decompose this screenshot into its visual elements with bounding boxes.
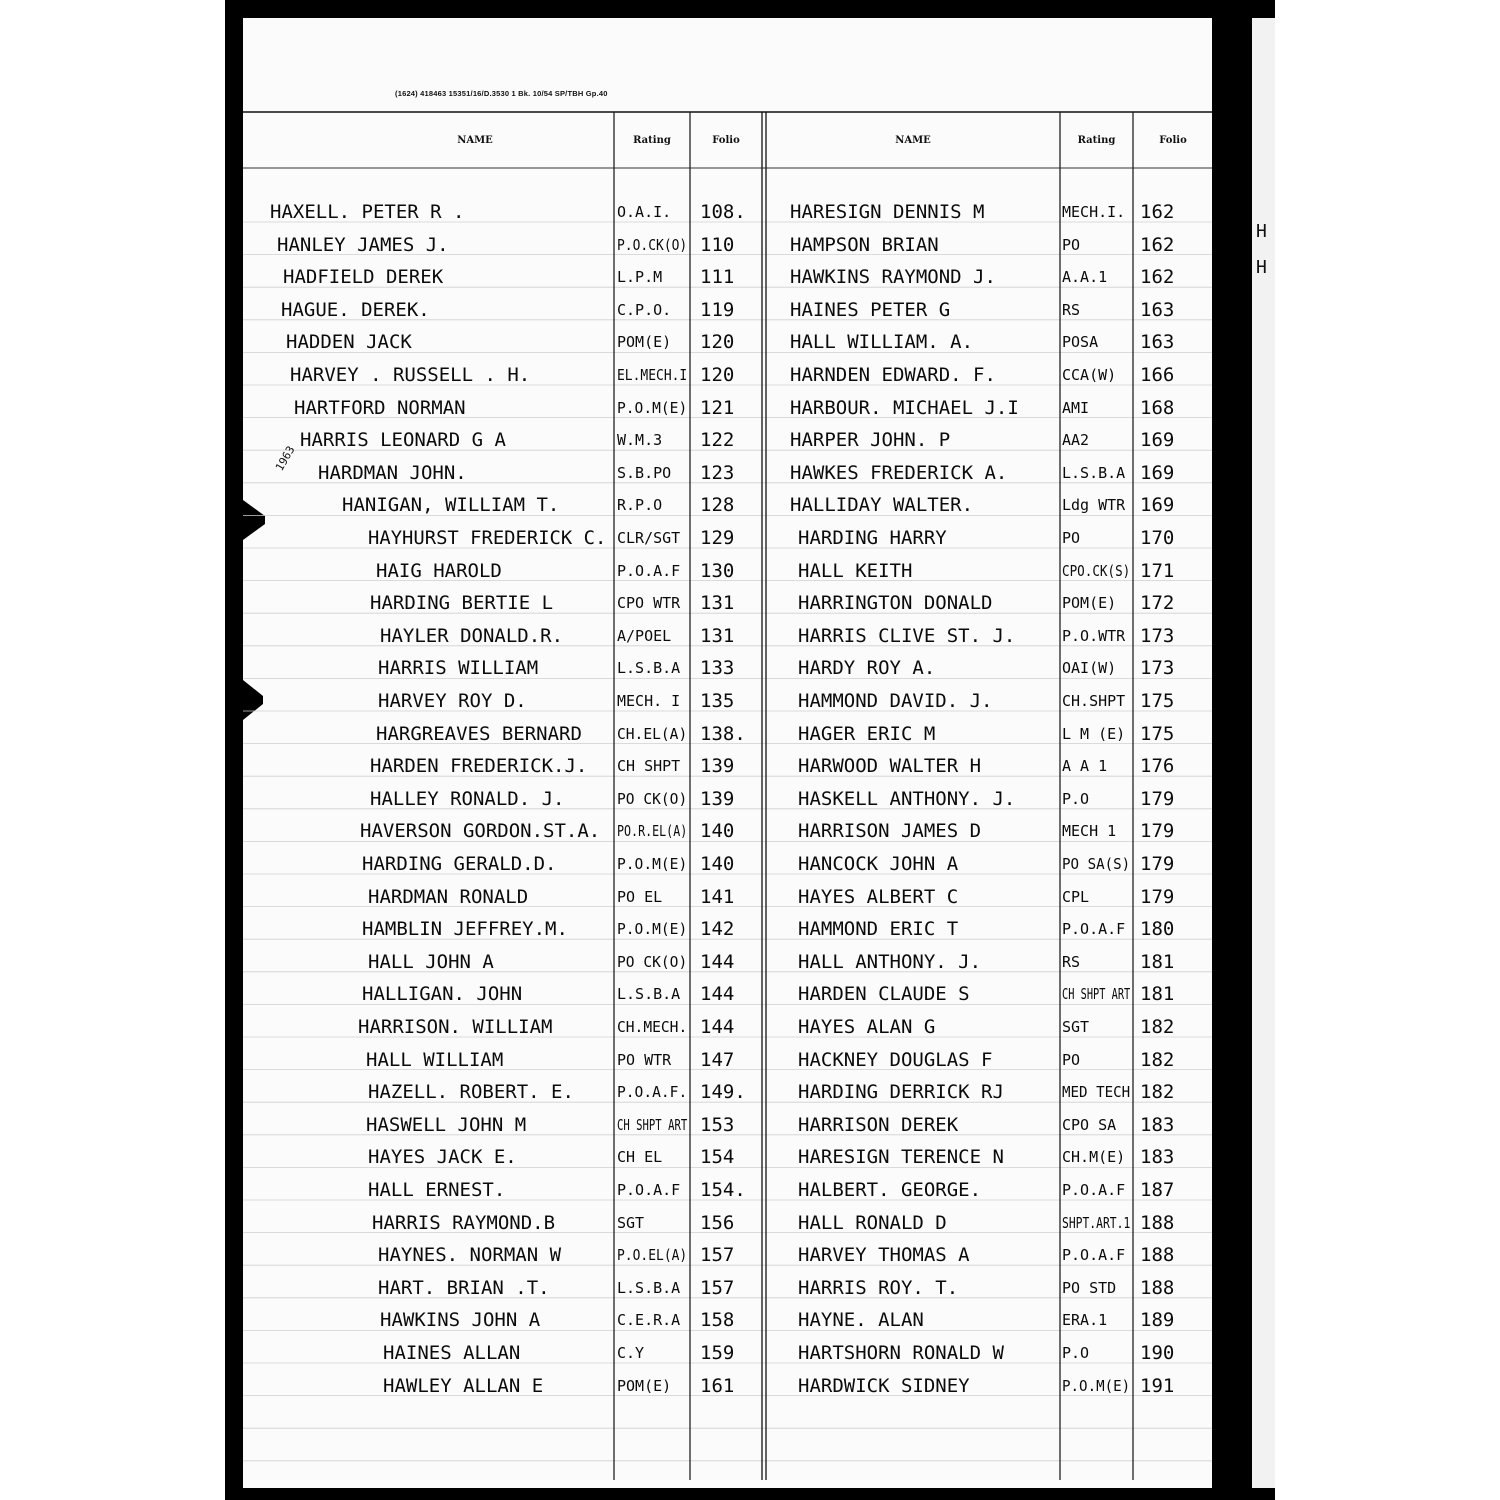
entry-name: HALL ANTHONY. J.	[798, 950, 982, 973]
entry-name: HAIG HAROLD	[376, 559, 502, 582]
entry-folio: 169	[1140, 494, 1175, 517]
entry-rating: EL.MECH.I	[617, 366, 688, 384]
entry-name: HANCOCK JOHN A	[798, 853, 959, 875]
entry-folio: 122	[700, 429, 735, 452]
entry-rating: MECH 1	[1062, 822, 1117, 841]
entry-name: HARRISON DEREK	[798, 1113, 959, 1136]
entry-name: HALL KEITH	[798, 559, 913, 582]
entry-rating: P.O.EL(A)	[617, 1246, 688, 1265]
entry-name: HAYES ALAN G	[798, 1016, 936, 1038]
entry-folio: 183	[1140, 1113, 1175, 1136]
entry-rating: Ldg WTR	[1062, 496, 1126, 515]
entry-folio: 188	[1140, 1244, 1175, 1267]
entry-name: HALLEY RONALD. J.	[370, 787, 565, 810]
entry-name: HARGREAVES BERNARD	[376, 722, 582, 745]
entry-rating: C.E.R.A	[617, 1311, 681, 1330]
entry-folio: 140	[700, 853, 735, 875]
entry-folio: 144	[700, 950, 735, 973]
entry-rating: L.S.B.A	[617, 659, 681, 678]
entry-rating: A.A.1	[1062, 268, 1108, 287]
entry-rating: CH SHPT	[617, 757, 681, 776]
entry-name: HAMMOND DAVID. J.	[798, 690, 993, 712]
entry-folio: 172	[1140, 592, 1175, 615]
entry-name: HARTFORD NORMAN	[294, 396, 466, 419]
entry-rating: L.S.B.A	[617, 1278, 681, 1297]
entry-folio: 135	[700, 690, 735, 712]
entry-folio: 187	[1140, 1179, 1175, 1201]
entry-rating: C.Y	[617, 1344, 645, 1362]
entry-folio: 182	[1140, 1048, 1175, 1071]
entry-name: HALL ERNEST.	[368, 1179, 506, 1201]
entry-folio: 163	[1140, 331, 1175, 354]
entry-rating: PO SA(S)	[1062, 855, 1131, 873]
entry-name: HARRIS WILLIAM	[378, 657, 539, 680]
entry-folio: 181	[1140, 983, 1175, 1006]
entry-rating: P.O	[1062, 789, 1090, 808]
entry-rating: P.O.A.F	[1062, 1246, 1126, 1265]
entry-folio: 170	[1140, 527, 1175, 549]
entry-folio: 175	[1140, 722, 1175, 745]
entry-folio: 130	[700, 559, 735, 582]
entry-name: HALL WILLIAM	[366, 1048, 504, 1071]
entry-folio: 162	[1140, 266, 1175, 289]
entry-name: HARTSHORN RONALD W	[798, 1342, 1004, 1364]
entry-folio: 173	[1140, 657, 1175, 680]
entry-folio: 173	[1140, 624, 1175, 647]
entry-rating: P.O.WTR	[1062, 626, 1126, 645]
name-column-header: NAME	[457, 135, 493, 146]
entry-folio: 131	[700, 592, 735, 615]
entry-rating: CPO SA	[1062, 1115, 1117, 1134]
entry-rating: SHPT.ART.1	[1062, 1213, 1131, 1232]
entry-name: HAINES ALLAN	[383, 1342, 521, 1364]
entry-rating: CH.MECH.	[617, 1018, 688, 1036]
entry-rating: W.M.3	[617, 431, 663, 450]
entry-rating: CPO.CK(S)	[1062, 561, 1131, 580]
entry-folio: 156	[700, 1211, 735, 1234]
entry-rating: MECH. I	[617, 692, 681, 710]
entry-folio: 189	[1140, 1309, 1175, 1332]
entry-rating: PO CK(O)	[617, 952, 688, 971]
entry-folio: 179	[1140, 853, 1175, 875]
entry-folio: 190	[1140, 1342, 1175, 1364]
entry-folio: 158	[700, 1309, 735, 1332]
name-column-header: NAME	[895, 135, 931, 146]
entry-folio: 123	[700, 461, 735, 484]
entry-name: HAMMOND ERIC T	[798, 918, 959, 941]
next-page-letters: H H	[1256, 221, 1267, 278]
entry-folio: 182	[1140, 1016, 1175, 1038]
entry-folio: 176	[1140, 755, 1175, 778]
folio-column-header: Folio	[1159, 135, 1187, 146]
entry-folio: 128	[700, 494, 735, 517]
entry-name: HARRIS CLIVE ST. J.	[798, 624, 1016, 647]
entry-folio: 161	[700, 1374, 735, 1397]
entry-folio: 162	[1140, 201, 1175, 223]
entry-rating: POSA	[1062, 333, 1099, 352]
entry-rating: L.S.B.A	[1062, 463, 1126, 482]
entry-name: HARDING HARRY	[798, 527, 947, 549]
entry-folio: 144	[700, 1016, 735, 1038]
entry-name: HAVERSON GORDON.ST.A.	[360, 820, 601, 843]
entry-folio: 119	[700, 298, 735, 321]
entry-name: HARPER JOHN. P	[790, 429, 951, 452]
entry-folio: 138.	[700, 722, 746, 745]
entry-name: HALL WILLIAM. A.	[790, 331, 974, 354]
entry-name: HALLIDAY WALTER.	[790, 494, 974, 517]
entry-rating: ERA.1	[1062, 1311, 1108, 1330]
entry-rating: CH SHPT ART	[1062, 985, 1131, 1004]
entry-rating: PO STD	[1062, 1278, 1117, 1297]
entry-rating: SGT	[617, 1213, 645, 1232]
entry-rating: MED TECH	[1062, 1083, 1131, 1102]
entry-folio: 179	[1140, 820, 1175, 843]
entry-folio: 120	[700, 331, 735, 354]
form-reference: (1624) 418463 15351/16/D.3530 1 Bk. 10/54 SP/TBH Gp.40	[395, 89, 608, 98]
entry-rating: P.O.M(E)	[617, 398, 688, 417]
entry-rating: P.O.CK(O)	[617, 235, 688, 254]
entry-name: HARVEY . RUSSELL . H.	[290, 364, 531, 386]
entry-folio: 154.	[700, 1179, 746, 1201]
entry-name: HARDEN CLAUDE S	[798, 983, 970, 1006]
entry-name: HARDEN FREDERICK.J.	[370, 755, 588, 778]
entry-name: HAYNE. ALAN	[798, 1309, 924, 1332]
entry-name: HAWKES FREDERICK A.	[790, 461, 1008, 484]
entry-name: HAWKINS RAYMOND J.	[790, 266, 996, 289]
entry-name: HART. BRIAN .T.	[378, 1276, 550, 1299]
entry-folio: 111	[700, 266, 735, 289]
entry-name: HAXELL. PETER R .	[270, 201, 465, 223]
entry-name: HALL RONALD D	[798, 1211, 947, 1234]
entry-folio: 110	[700, 233, 735, 256]
entry-folio: 147	[700, 1048, 735, 1071]
entry-name: HACKNEY DOUGLAS F	[798, 1048, 993, 1071]
entry-rating: CPO WTR	[617, 594, 681, 613]
entry-rating: PO	[1062, 529, 1081, 547]
entry-folio: 131	[700, 624, 735, 647]
entry-name: HANLEY JAMES J.	[277, 233, 449, 256]
entry-rating: PO	[1062, 235, 1081, 254]
entry-folio: 157	[700, 1276, 735, 1299]
entry-name: HAYHURST FREDERICK C.	[368, 527, 607, 549]
entry-rating: SGT	[1062, 1018, 1090, 1036]
entry-rating: P.O.A.F	[1062, 1181, 1126, 1199]
rating-column-header: Rating	[633, 135, 671, 146]
entry-name: HAINES PETER G	[790, 298, 951, 321]
entry-folio: 175	[1140, 690, 1175, 712]
entry-rating: OAI(W)	[1062, 659, 1117, 678]
entry-rating: A/POEL	[617, 626, 672, 645]
entry-name: HARDING GERALD.D.	[362, 853, 557, 875]
entry-name: HARNDEN EDWARD. F.	[790, 364, 996, 386]
entry-folio: 121	[700, 396, 735, 419]
entry-rating: CH EL	[617, 1148, 663, 1167]
entry-rating: L.P.M	[617, 268, 663, 287]
entry-folio: 169	[1140, 461, 1175, 484]
entry-folio: 149.	[700, 1081, 746, 1104]
entry-rating: AMI	[1062, 398, 1090, 417]
entry-folio: 153	[700, 1113, 735, 1136]
entry-name: HARRIS RAYMOND.B	[372, 1211, 556, 1234]
entry-rating: POM(E)	[1062, 594, 1117, 613]
entry-name: HARDING DERRICK RJ	[798, 1081, 1004, 1104]
entry-rating: R.P.O	[617, 496, 663, 515]
entry-rating: P.O.A.F.	[617, 1083, 688, 1102]
entry-rating: P.O.M(E)	[1062, 1376, 1131, 1395]
entry-name: HARVEY ROY D.	[378, 690, 527, 712]
entry-rating: POM(E)	[617, 1376, 672, 1395]
entry-name: HARDING BERTIE L	[370, 592, 554, 615]
entry-name: HAYLER DONALD.R.	[380, 624, 564, 647]
entry-rating: P.O.M(E)	[617, 920, 688, 939]
entry-folio: 144	[700, 983, 735, 1006]
entry-rating: RS	[1062, 952, 1081, 971]
entry-rating: PO	[1062, 1050, 1081, 1069]
entry-name: HARVEY THOMAS A	[798, 1244, 970, 1267]
entry-rating: CH SHPT ART	[617, 1115, 688, 1134]
entry-name: HARRINGTON DONALD	[798, 592, 993, 615]
entry-rating: PO EL	[617, 887, 663, 906]
entry-name: HARRISON JAMES D	[798, 820, 982, 843]
entry-rating: P.O.A.F	[617, 1181, 681, 1199]
entry-folio: 180	[1140, 918, 1175, 941]
entry-rating: CH.M(E)	[1062, 1148, 1126, 1167]
entry-rating: P.O.A.F	[617, 561, 681, 580]
entry-folio: 142	[700, 918, 735, 941]
entry-folio: 154	[700, 1146, 735, 1169]
entry-folio: 168	[1140, 396, 1175, 419]
entry-rating: S.B.PO	[617, 463, 672, 482]
entry-folio: 169	[1140, 429, 1175, 452]
entry-rating: P.O	[1062, 1344, 1090, 1362]
entry-folio: 182	[1140, 1081, 1175, 1104]
entry-folio: 129	[700, 527, 735, 549]
entry-folio: 166	[1140, 364, 1175, 386]
entry-name: HARDWICK SIDNEY	[798, 1374, 970, 1397]
entry-name: HAMPSON BRIAN	[790, 233, 939, 256]
entry-rating: CLR/SGT	[617, 529, 681, 547]
folio-column-header: Folio	[712, 135, 740, 146]
entry-folio: 171	[1140, 559, 1175, 582]
entry-name: HARRISON. WILLIAM	[358, 1016, 553, 1038]
entry-folio: 141	[700, 885, 735, 908]
entry-rating: P.O.M(E)	[617, 855, 688, 873]
entry-folio: 159	[700, 1342, 735, 1364]
entry-rating: CH.SHPT	[1062, 692, 1126, 710]
entry-folio: 183	[1140, 1146, 1175, 1169]
entry-name: HALLIGAN. JOHN	[362, 983, 523, 1006]
entry-name: HASKELL ANTHONY. J.	[798, 787, 1016, 810]
entry-rating: CCA(W)	[1062, 366, 1117, 384]
entry-folio: 162	[1140, 233, 1175, 256]
entry-name: HAMBLIN JEFFREY.M.	[362, 918, 568, 941]
entry-rating: L M (E)	[1062, 724, 1126, 743]
entry-rating: MECH.I.	[1062, 203, 1126, 221]
entry-folio: 191	[1140, 1374, 1175, 1397]
entry-name: HARESIGN DENNIS M	[790, 201, 985, 223]
entry-name: HADDEN JACK	[286, 331, 412, 354]
entry-rating: C.P.O.	[617, 300, 672, 319]
margin-note: 1963	[272, 443, 298, 474]
entry-name: HAYNES. NORMAN W	[378, 1244, 562, 1267]
entry-name: HALL JOHN A	[368, 950, 494, 973]
entry-rating: AA2	[1062, 431, 1090, 450]
entry-name: HADFIELD DEREK	[283, 266, 444, 289]
entry-rating: PO.R.EL(A)	[617, 822, 688, 841]
entry-rating: P.O.A.F	[1062, 920, 1126, 939]
entry-name: HAYES ALBERT C	[798, 885, 959, 908]
entry-folio: 139	[700, 787, 735, 810]
entry-name: HARBOUR. MICHAEL J.I	[790, 396, 1019, 419]
entry-name: HARDMAN RONALD	[368, 885, 529, 908]
entry-name: HARWOOD WALTER H	[798, 755, 982, 778]
entry-folio: 179	[1140, 885, 1175, 908]
entry-name: HARDY ROY A.	[798, 657, 936, 680]
entry-rating: POM(E)	[617, 333, 672, 352]
entry-folio: 139	[700, 755, 735, 778]
entry-folio: 140	[700, 820, 735, 843]
entry-rating: A A 1	[1062, 757, 1108, 776]
entry-folio: 181	[1140, 950, 1175, 973]
entry-name: HAGUE. DEREK.	[281, 298, 430, 321]
entry-folio: 179	[1140, 787, 1175, 810]
entry-name: HASWELL JOHN M	[366, 1113, 527, 1136]
rating-column-header: Rating	[1077, 135, 1116, 146]
entry-name: HAGER ERIC M	[798, 722, 936, 745]
entry-rating: O.A.I.	[617, 203, 672, 221]
entry-name: HAWKINS JOHN A	[380, 1309, 541, 1332]
entry-name: HANIGAN, WILLIAM T.	[342, 494, 560, 517]
entry-name: HAWLEY ALLAN E	[383, 1374, 544, 1397]
entry-rating: CH.EL(A)	[617, 724, 688, 743]
entry-name: HARRIS ROY. T.	[798, 1276, 959, 1299]
entry-rating: L.S.B.A	[617, 985, 681, 1004]
entry-name: HAZELL. ROBERT. E.	[368, 1081, 574, 1104]
entry-name: HARDMAN JOHN.	[318, 461, 467, 484]
entry-name: HAYES JACK E.	[368, 1146, 517, 1169]
entry-folio: 157	[700, 1244, 735, 1267]
entry-rating: PO CK(O)	[617, 789, 688, 808]
entry-name: HARESIGN TERENCE N	[798, 1146, 1004, 1169]
entry-name: HARRIS LEONARD G A	[300, 429, 506, 452]
entry-folio: 120	[700, 364, 735, 386]
entry-name: HALBERT. GEORGE.	[798, 1179, 982, 1201]
entry-folio: 188	[1140, 1211, 1175, 1234]
entry-rating: RS	[1062, 300, 1081, 319]
entry-folio: 188	[1140, 1276, 1175, 1299]
entry-rating: PO WTR	[617, 1050, 672, 1069]
entry-folio: 163	[1140, 298, 1175, 321]
entry-folio: 133	[700, 657, 735, 680]
entry-rating: CPL	[1062, 887, 1090, 906]
entry-folio: 108.	[700, 201, 746, 223]
